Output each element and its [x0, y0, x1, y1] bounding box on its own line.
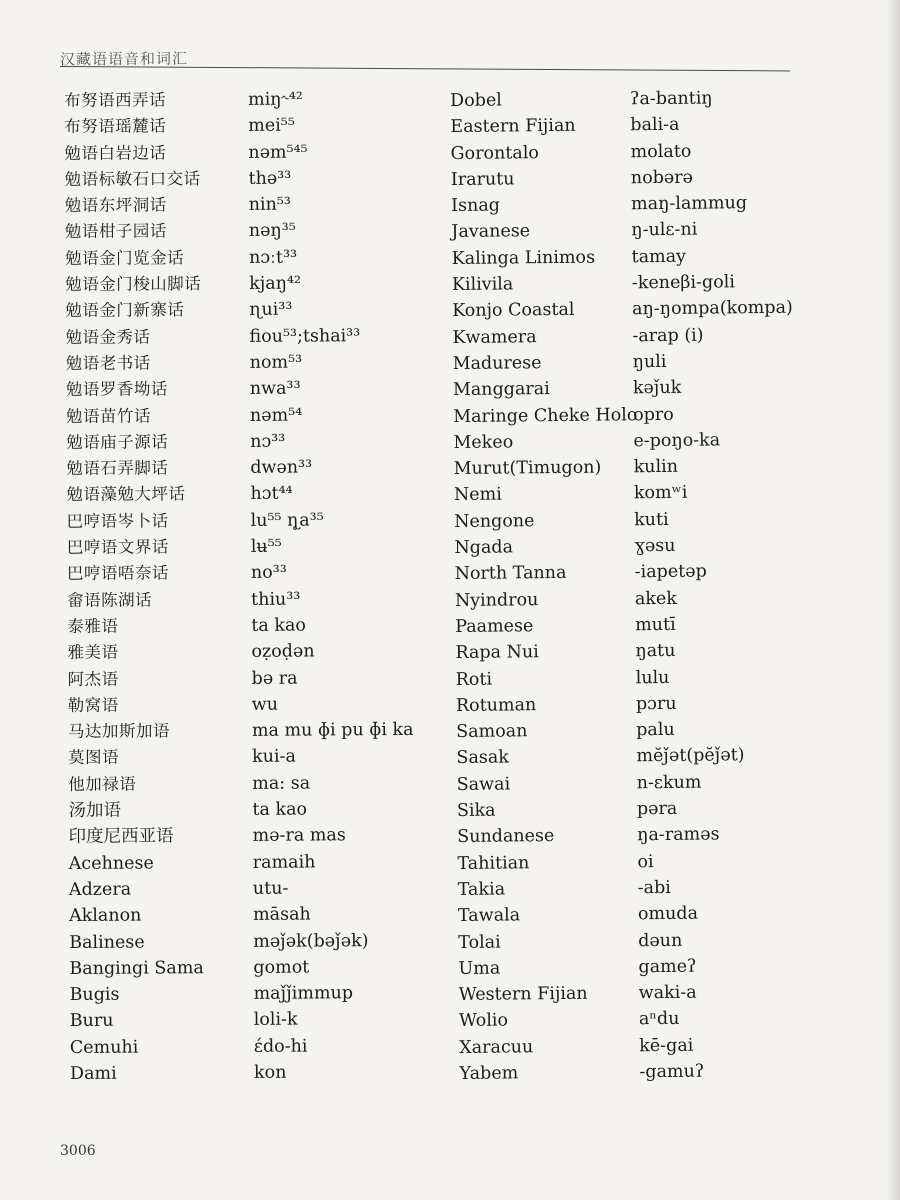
language-name: Samoan — [456, 721, 528, 743]
language-name: 勉语庙子源话 — [66, 432, 169, 452]
word-row — [68, 743, 448, 772]
word-row — [456, 689, 816, 719]
word-row — [454, 505, 814, 535]
word-row — [66, 401, 446, 430]
word-form: gameʔ — [638, 956, 697, 978]
word-row — [458, 900, 818, 930]
word-form: akek — [634, 588, 678, 609]
word-row — [456, 716, 816, 746]
word-row — [65, 243, 445, 272]
word-form: -keneβi-goli — [631, 272, 736, 294]
language-name: Cemuhi — [69, 1037, 139, 1058]
word-form: mei⁵⁵ — [248, 115, 295, 137]
word-form: ɛ́do-hi — [253, 1036, 308, 1057]
language-name: Isnag — [451, 195, 501, 217]
word-row — [455, 558, 815, 588]
word-row — [450, 111, 810, 141]
word-form: mĕǰət(pĕǰət) — [636, 745, 745, 767]
word-row — [64, 112, 444, 141]
word-form: wu — [251, 694, 279, 715]
language-name: Tahitian — [457, 852, 530, 874]
language-name: Dami — [69, 1063, 117, 1084]
language-name: 畲语陈湖话 — [67, 590, 153, 610]
language-name: Ngada — [454, 537, 514, 559]
word-form: aŋ-ŋompa(kompa) — [632, 298, 793, 320]
language-name: Rotuman — [455, 695, 537, 716]
language-name: Takia — [457, 879, 506, 900]
word-row — [453, 348, 813, 378]
word-form: gomot — [253, 957, 310, 978]
word-form: e-poŋo-ka — [633, 430, 721, 452]
language-name: 印度尼西亚语 — [68, 826, 174, 848]
word-row — [66, 349, 446, 378]
language-name: 巴哼语文界话 — [66, 537, 169, 558]
language-name: Yabem — [459, 1063, 519, 1084]
language-name: Roti — [455, 669, 493, 690]
word-row — [65, 270, 445, 299]
word-form: palu — [636, 719, 675, 741]
language-name: Wolio — [458, 1010, 509, 1032]
language-name: 马达加斯加语 — [67, 721, 170, 742]
word-row — [65, 322, 445, 351]
word-row — [452, 269, 812, 299]
word-row — [455, 610, 815, 640]
word-form: bə ra — [251, 668, 298, 689]
word-row — [66, 480, 446, 509]
language-name: Sika — [456, 800, 496, 821]
word-form: lu⁵⁵ ɳ̥a³⁵ — [250, 510, 324, 531]
language-name: Uma — [458, 958, 501, 979]
word-row — [64, 86, 444, 115]
language-name: Rapa Nui — [455, 642, 539, 664]
word-row — [65, 296, 445, 325]
language-name: Bangingi Sama — [69, 957, 204, 979]
word-form: hɔt⁴⁴ — [250, 484, 293, 505]
language-name: 布努语西弄话 — [64, 90, 167, 110]
language-name: Nemi — [453, 484, 502, 506]
right-word-column — [450, 85, 820, 1088]
word-form: ɣəsu — [634, 535, 676, 557]
word-row — [458, 873, 818, 903]
word-form: tamay — [631, 246, 687, 268]
word-form: -iapetəp — [634, 561, 707, 583]
word-form: loli-k — [253, 1009, 298, 1031]
word-form: -gamuʔ — [639, 1061, 705, 1083]
word-row — [451, 137, 811, 167]
word-row — [453, 426, 813, 456]
language-name: 勉语金门新寨话 — [65, 300, 185, 321]
language-name: 勉语罗香坳话 — [65, 379, 168, 400]
language-name: 他加禄语 — [68, 774, 137, 794]
header-rule — [60, 66, 790, 71]
word-form: nɔ³³ — [250, 431, 286, 452]
language-name: 勒窝语 — [67, 695, 119, 715]
word-form: fiou⁵³;tshai³³ — [249, 325, 361, 347]
word-row — [70, 1059, 450, 1088]
word-row — [69, 927, 449, 956]
word-row — [459, 1005, 819, 1035]
word-form: ta kao — [251, 615, 306, 636]
word-form: oẓoḍən — [251, 641, 315, 663]
word-form: n-ɛkum — [636, 772, 702, 793]
word-row — [70, 1006, 450, 1035]
language-name: 勉语金秀话 — [65, 327, 151, 347]
word-form: kjaŋ⁴² — [249, 273, 302, 294]
language-name: Tolai — [458, 932, 501, 953]
word-row — [451, 216, 811, 246]
language-name: Paamese — [455, 616, 534, 637]
language-name: Bugis — [69, 984, 120, 1006]
word-form: waki-a — [638, 982, 697, 1004]
word-row — [66, 428, 446, 457]
language-name: 巴哼语岑卜话 — [66, 511, 169, 531]
word-row — [450, 85, 810, 115]
word-form: pəra — [636, 798, 678, 820]
language-name: Maringe Cheke Holo — [453, 404, 638, 427]
language-name: Adzera — [68, 879, 132, 900]
word-form: komʷi — [633, 483, 688, 504]
language-name: Murut(Timugon) — [453, 457, 602, 480]
page-edge-shadow — [886, 0, 900, 1200]
word-row — [452, 295, 812, 325]
word-form: kulin — [633, 456, 679, 478]
word-form: ramaih — [252, 852, 316, 873]
word-form: ma mu ɸi pu ɸi ka — [251, 720, 414, 741]
word-form: opro — [633, 404, 674, 425]
left-word-column — [64, 86, 450, 1088]
language-name: Gorontalo — [450, 142, 540, 164]
language-name: Sawai — [456, 774, 511, 795]
language-name: Buru — [69, 1011, 114, 1032]
language-name: Tawala — [457, 905, 521, 927]
word-row — [455, 637, 815, 667]
word-row — [64, 165, 444, 194]
language-name: 勉语老书话 — [65, 353, 151, 373]
word-row — [68, 717, 448, 746]
word-form: mutī — [635, 614, 676, 636]
language-name: 勉语东坪洞话 — [64, 195, 167, 216]
language-name: Kalinga Linimos — [451, 247, 596, 269]
word-row — [67, 585, 447, 614]
word-form: nəm⁵⁴ — [249, 405, 303, 426]
word-row — [67, 612, 447, 641]
language-name: Kwamera — [452, 326, 537, 348]
word-row — [459, 1057, 819, 1087]
language-name: Acehnese — [68, 853, 154, 874]
word-form: lulu — [635, 667, 670, 688]
word-form: ɳui³³ — [249, 299, 293, 321]
language-name: 勉语白岩边话 — [64, 142, 167, 163]
word-row — [67, 506, 447, 535]
running-head: 汉藏语语音和词汇 — [59, 49, 189, 69]
word-form: məǰək(bəǰək) — [253, 930, 369, 952]
word-form: thiu³³ — [251, 589, 301, 610]
language-name: Sundanese — [457, 826, 555, 848]
word-form: maǰǰimmup — [253, 983, 354, 1004]
language-name: 布努语瑶麓话 — [64, 116, 167, 137]
language-name: 勉语石弄脚话 — [66, 458, 169, 479]
word-form: māsah — [252, 904, 311, 926]
language-name: 雅美语 — [67, 642, 119, 663]
language-name: Eastern Fijian — [450, 116, 576, 138]
word-row — [459, 1031, 819, 1061]
word-form: ŋatu — [635, 641, 676, 662]
language-name: Mekeo — [453, 432, 514, 453]
word-form: nom⁵³ — [249, 352, 303, 373]
word-form: nobərə — [630, 167, 694, 189]
word-form: omuda — [637, 903, 699, 925]
word-form: molato — [630, 141, 692, 162]
word-form: pɔru — [635, 693, 677, 715]
word-row — [65, 217, 445, 246]
word-row — [456, 742, 816, 772]
word-form: ŋuli — [632, 351, 667, 373]
word-row — [70, 1032, 450, 1061]
word-row — [457, 821, 817, 851]
language-name: Konjo Coastal — [452, 300, 575, 322]
word-row — [454, 453, 814, 483]
language-name: Kilivila — [451, 274, 514, 296]
word-row — [66, 375, 446, 404]
page-number: 3006 — [60, 1143, 96, 1159]
word-form: nəm⁵⁴⁵ — [248, 142, 308, 163]
word-row — [452, 242, 812, 272]
language-name: Western Fijian — [458, 983, 588, 1006]
word-row — [451, 190, 811, 220]
word-row — [457, 795, 817, 825]
word-form: miŋ˞⁴² — [248, 89, 303, 110]
language-name: 勉语标敏石口交话 — [64, 169, 201, 189]
word-row — [68, 690, 448, 719]
word-form: nɔːt³³ — [248, 247, 298, 268]
word-form: mə-ra mas — [252, 825, 346, 847]
word-row — [65, 191, 445, 220]
word-form: aⁿdu — [638, 1009, 680, 1030]
word-row — [67, 638, 447, 667]
language-name: 勉语柑子园话 — [64, 221, 167, 242]
language-name: Nyindrou — [454, 589, 539, 611]
word-row — [455, 584, 815, 614]
word-form: ŋ-ulɛ-ni — [631, 220, 698, 241]
word-row — [66, 454, 446, 483]
word-row — [454, 532, 814, 562]
word-form: kuti — [634, 509, 669, 531]
language-name: Manggarai — [452, 379, 550, 401]
word-row — [456, 663, 816, 693]
language-name: Balinese — [69, 932, 145, 953]
word-row — [67, 559, 447, 588]
word-row — [68, 664, 448, 693]
language-name: 巴哼语唔奈话 — [66, 563, 170, 584]
word-form: ʔa-bantiŋ — [630, 88, 713, 110]
language-name: 莫图语 — [68, 748, 120, 768]
word-row — [458, 952, 818, 982]
word-row — [451, 163, 811, 193]
language-name: 勉语金门览金话 — [64, 248, 185, 268]
word-form: kon — [253, 1062, 287, 1083]
word-form: -abi — [637, 877, 671, 899]
word-form: ŋa-raməs — [637, 824, 720, 846]
word-row — [454, 479, 814, 509]
word-row — [64, 138, 444, 167]
language-name: 汤加语 — [68, 800, 121, 822]
language-name: Javanese — [451, 221, 531, 243]
word-form: no³³ — [250, 562, 287, 584]
word-row — [453, 400, 813, 430]
language-name: Xaracuu — [459, 1036, 534, 1058]
language-name: 勉语苗竹话 — [65, 406, 152, 426]
word-form: thə³³ — [248, 168, 292, 189]
word-form: kui-a — [252, 747, 296, 768]
word-form: maŋ-lammug — [631, 193, 748, 215]
word-row — [68, 822, 448, 851]
language-name: Sasak — [456, 747, 509, 769]
language-name: 泰雅语 — [67, 616, 119, 636]
word-form: oi — [637, 851, 654, 872]
word-form: dwən³³ — [250, 457, 313, 479]
word-row — [457, 768, 817, 798]
word-form: -arap (i) — [632, 325, 704, 346]
word-form: nin⁵³ — [248, 194, 291, 216]
language-name: 阿杰语 — [67, 669, 119, 689]
word-row — [69, 980, 449, 1009]
word-form: nəŋ³⁵ — [248, 221, 296, 242]
language-name: 勉语藻勉大坪话 — [66, 484, 186, 505]
language-name: Madurese — [452, 353, 542, 374]
word-form: bali-a — [630, 115, 680, 136]
language-name: 勉语金门梭山脚话 — [65, 274, 202, 295]
word-row — [69, 848, 449, 877]
word-form: nwa³³ — [249, 378, 301, 400]
word-row — [69, 875, 449, 904]
word-row — [452, 321, 812, 351]
word-row — [457, 847, 817, 877]
word-row — [67, 533, 447, 562]
word-form: dəun — [638, 930, 683, 951]
word-form: lʉ⁵⁵ — [250, 536, 282, 557]
language-name: North Tanna — [454, 563, 567, 585]
word-row — [69, 953, 449, 982]
word-row — [453, 374, 813, 404]
language-name: Dobel — [450, 90, 502, 111]
word-form: ta kao — [252, 799, 308, 820]
word-row — [68, 796, 448, 825]
language-name: Aklanon — [68, 905, 142, 927]
word-row — [69, 901, 449, 930]
word-form: kəǰuk — [632, 378, 682, 399]
word-row — [68, 769, 448, 798]
word-row — [458, 926, 818, 956]
language-name: Nengone — [454, 510, 535, 532]
language-name: Irarutu — [450, 169, 515, 190]
word-form: utu- — [252, 878, 289, 899]
word-form: kē-gai — [639, 1035, 694, 1056]
word-form: ma: sa — [252, 773, 311, 794]
word-row — [459, 979, 819, 1009]
